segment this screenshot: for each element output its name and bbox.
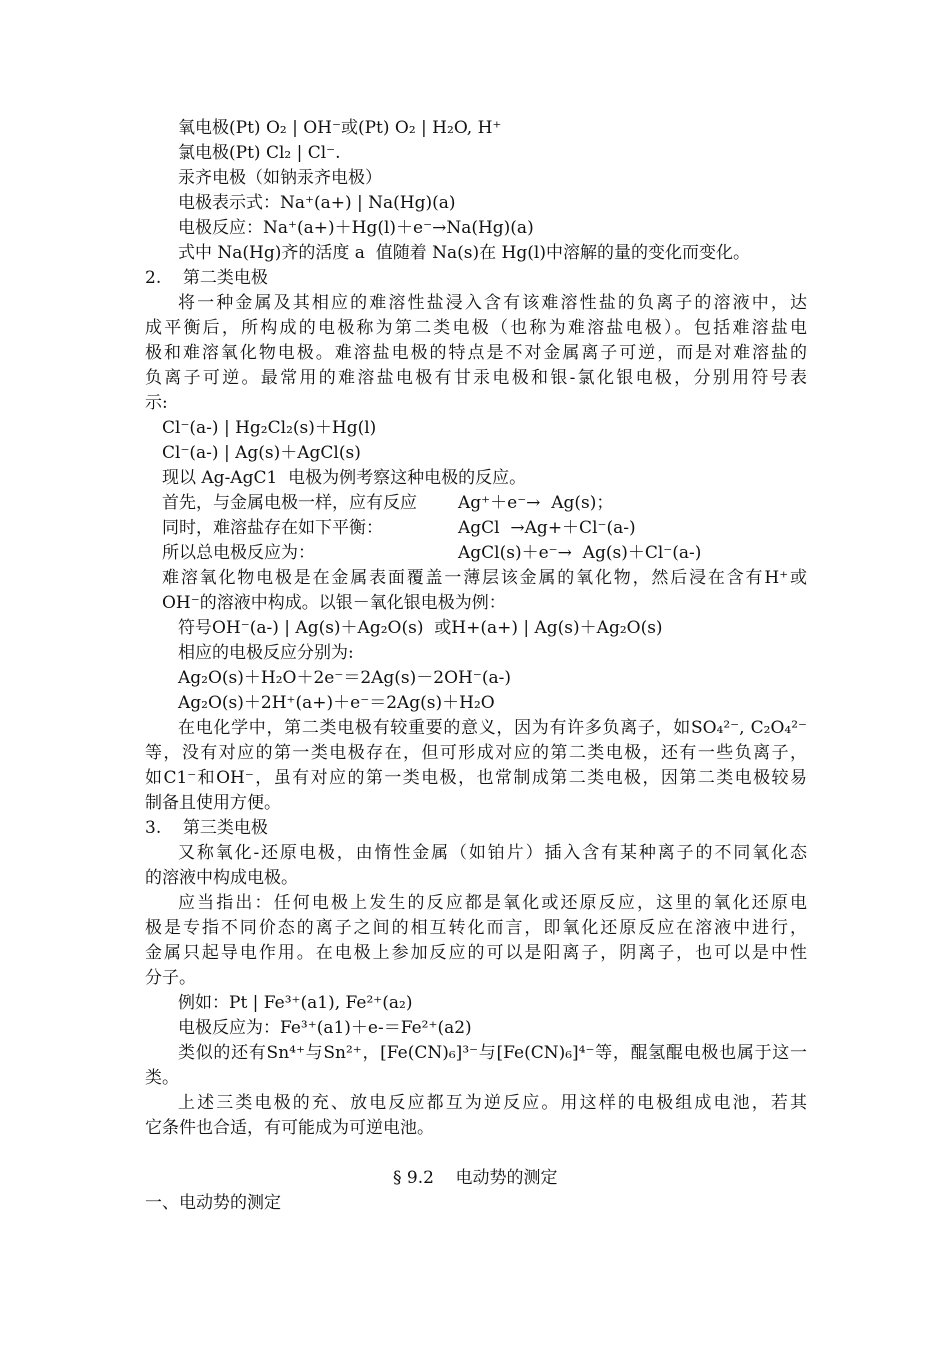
text-line: 负离子可逆。最常用的难溶盐电极有甘汞电极和银-氯化银电极，分别用符号表: [145, 368, 807, 388]
text-line: 应当指出：任何电极上发生的反应都是氧化或还原反应，这里的氧化还原电: [178, 893, 807, 913]
formula-line: AgCl(s)＋e⁻→ Ag(s)＋Cl⁻(a-): [458, 543, 702, 563]
formula-line: Cl⁻(a-) | Hg₂Cl₂(s)＋Hg(l): [162, 418, 377, 438]
text-line: 等，没有对应的第一类电极存在，但可形成对应的第二类电极，还有一些负离子，: [145, 743, 807, 763]
formula-line: 例如：Pt | Fe³⁺(a1), Fe²⁺(a₂): [178, 993, 413, 1013]
text-line: 如C1⁻和OH⁻，虽有对应的第一类电极，也常制成第二类电极，因第二类电极较易: [145, 768, 807, 788]
text-line: 极和难溶氧化物电极。难溶盐电极的特点是不对金属离子可逆，而是对难溶盐的: [145, 343, 807, 363]
section-heading: 3. 第三类电极: [145, 818, 268, 838]
text-line: 上述三类电极的充、放电反应都互为逆反应。用这样的电极组成电池，若其: [178, 1093, 807, 1113]
text-line: 示:: [145, 393, 168, 413]
text-line: 首先，与金属电极一样，应有反应: [162, 493, 417, 513]
text-line: 将一种金属及其相应的难溶性盐浸入含有该难溶性盐的负离子的溶液中，达: [178, 293, 807, 313]
text-line: 的溶液中构成电极。: [145, 868, 298, 888]
text-line: 现以 Ag-AgC1 电极为例考察这种电极的反应。: [162, 468, 527, 488]
formula-line: 电极反应为：Fe³⁺(a1)＋e-＝Fe²⁺(a2): [178, 1018, 472, 1038]
text-line: 又称氧化-还原电极，由惰性金属（如铂片）插入含有某种离子的不同氧化态: [178, 843, 807, 863]
text-line: 氯电极(Pt) Cl₂ | Cl⁻.: [178, 143, 341, 163]
text-line: 制备且使用方便。: [145, 793, 281, 813]
text-line: 金属只起导电作用。在电极上参加反应的可以是阳离子，阴离子，也可以是中性: [145, 943, 807, 963]
subsection-title: 一、电动势的测定: [145, 1193, 281, 1213]
text-line: 分子。: [145, 968, 196, 988]
text-line: 在电化学中，第二类电极有较重要的意义，因为有许多负离子，如SO₄²⁻, C₂O₄²⁻: [178, 718, 807, 738]
text-line: 同时，难溶盐存在如下平衡：: [162, 518, 383, 538]
formula-line: Cl⁻(a-) | Ag(s)＋AgCl(s): [162, 443, 361, 463]
text-line: 电极反应：Na⁺(a+)＋Hg(l)＋e⁻→Na(Hg)(a): [178, 218, 534, 238]
text-line: 所以总电极反应为：: [162, 543, 315, 563]
formula-line: Ag₂O(s)＋2H⁺(a+)＋e⁻＝2Ag(s)＋H₂O: [178, 693, 495, 713]
text-line: 它条件也合适，有可能成为可逆电池。: [145, 1118, 434, 1138]
text-line: 类。: [145, 1068, 179, 1088]
text-line: 极是专指不同价态的离子之间的相互转化而言，即氧化还原反应在溶液中进行，: [145, 918, 807, 938]
text-line: 电极表示式：Na⁺(a+) | Na(Hg)(a): [178, 193, 456, 213]
section-heading: 2. 第二类电极: [145, 268, 268, 288]
text-line: 难溶氧化物电极是在金属表面覆盖一薄层该金属的氧化物，然后浸在含有H⁺或: [162, 568, 807, 588]
text-line: 式中 Na(Hg)齐的活度 a 值随着 Na(s)在 Hg(l)中溶解的量的变化而变化。: [178, 243, 750, 263]
formula-line: Ag⁺＋e⁻→ Ag(s)；: [458, 493, 614, 513]
text-line: 汞齐电极（如钠汞齐电极）: [178, 168, 382, 188]
text-line: 相应的电极反应分别为:: [178, 643, 354, 663]
formula-line: AgCl →Ag+＋Cl⁻(a-): [458, 518, 636, 538]
text-line: 成平衡后，所构成的电极称为第二类电极（也称为难溶盐电极）。包括难溶盐电: [145, 318, 807, 338]
text-line: 氧电极(Pt) O₂ | OH⁻或(Pt) O₂ | H₂O, H⁺: [178, 118, 502, 138]
chapter-section-title: § 9.2 电动势的测定: [393, 1168, 558, 1188]
formula-line: 符号OH⁻(a-) | Ag(s)＋Ag₂O(s) 或H+(a+) | Ag(s)＋Ag₂O(s): [178, 618, 663, 638]
text-line: OH⁻的溶液中构成。以银－氧化银电极为例：: [162, 593, 506, 613]
text-line: 类似的还有Sn⁴⁺与Sn²⁺，[Fe(CN)₆]³⁻与[Fe(CN)₆]⁴⁻等，醌氢醌电极也属于这一: [178, 1043, 807, 1063]
formula-line: Ag₂O(s)＋H₂O＋2e⁻＝2Ag(s)－2OH⁻(a-): [178, 668, 511, 688]
